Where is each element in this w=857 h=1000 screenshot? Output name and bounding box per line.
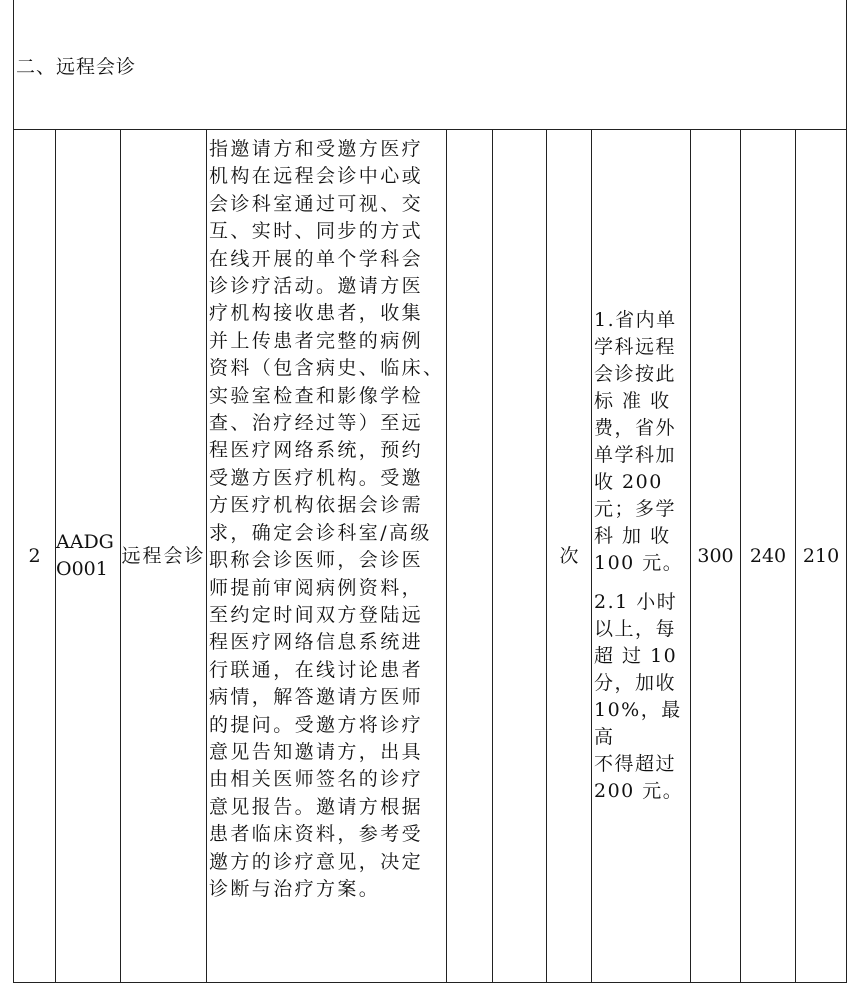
item-name: 远程会诊: [121, 130, 207, 983]
section-title: 二、远程会诊: [16, 55, 137, 78]
fee-schedule-table: [13, 0, 847, 983]
pricing-unit: 次: [547, 130, 592, 983]
price-tier-1: 300: [691, 130, 741, 983]
note-paragraph-1: 1.省内单 学科远程 会诊按此 标 准 收 费，省外 单学科加 收 200 元；多学 科 加 收 100 元。: [594, 309, 684, 574]
item-code: AADGO001: [56, 130, 121, 983]
price-tier-3: 210: [796, 130, 847, 983]
exclusions-cell: [493, 130, 547, 983]
item-index: 2: [14, 130, 56, 983]
content-excluded-cell: [447, 130, 493, 983]
item-notes-cell: [592, 130, 691, 983]
section-header-cell: [14, 0, 847, 130]
price-tier-2: 240: [741, 130, 796, 983]
item-description-cell: [207, 130, 447, 983]
table-row: [14, 130, 847, 983]
section-header-row: [14, 0, 847, 130]
item-description: 指邀请方和受邀方医疗 机构在远程会诊中心或 会诊科室通过可视、交 互、实时、同步的方式 在线开展的单个学科会 诊诊疗活动。邀请方医 疗机构接收患者，收集 并上传患者完整的病例 资料（包含病史、临床、 实验室检查和影像学检 查、治疗经过等）至远 程医疗网络系统，预约 受邀方医疗机构。受邀 方医疗机构依据会诊需 求，确定会诊科室/高级 职称会诊医师，会诊医 师提前审阅病例资料， 至约定时间双方登陆远 程医疗网络信息系统进 行联通，在线讨论患者 病情，解答邀请方医师 的提问。受邀方将诊疗 意见告知邀请方，出具 由相关医师签名的诊疗 意见报告。邀请方根据 患者临床资料，参考受 邀方的诊疗意见，决定 诊断与治疗方案。: [209, 138, 445, 900]
note-paragraph-2: 2.1 小时 以上，每 超 过 10 分，加收 10%，最高 不得超过 200 元。: [594, 591, 684, 802]
